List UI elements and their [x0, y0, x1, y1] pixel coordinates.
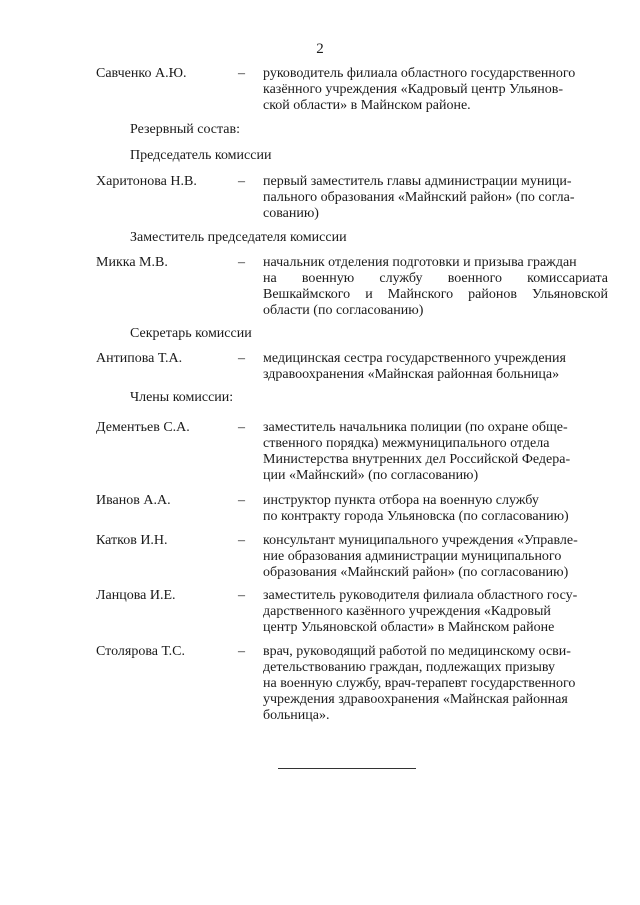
dash-separator: –: [238, 66, 245, 81]
member-role: заместитель начальника полиции (по охране обще- ственного порядка) межмуниципального отдела Министерства внутренних дел Российской Федера- ции «Майнский» (по согласованию): [263, 420, 571, 483]
member-name: Иванов А.А.: [96, 493, 171, 508]
heading-chairman: Председатель комиссии: [130, 148, 272, 163]
heading-deputy: Заместитель председателя комиссии: [130, 230, 347, 245]
heading-reserve: Резервный состав:: [130, 122, 241, 137]
member-name: Савченко А.Ю.: [96, 66, 187, 81]
member-name: Столярова Т.С.: [96, 644, 185, 659]
member-name: Катков И.Н.: [96, 533, 168, 548]
dash-separator: –: [238, 420, 245, 435]
member-name: Дементьев С.А.: [96, 420, 190, 435]
dash-separator: –: [238, 255, 245, 270]
dash-separator: –: [238, 174, 245, 189]
member-role: начальник отделения подготовки и призыва граждан на военную службу военного комиссариата Вешкаймского и Майнского районов Ульяновской области (по согласованию): [263, 255, 608, 318]
member-role: первый заместитель главы администрации муници- пального образования «Майнский район» (по согла- сованию): [263, 174, 575, 221]
dash-separator: –: [238, 644, 245, 659]
member-role: медицинская сестра государственного учреждения здравоохранения «Майнская районная больница»: [263, 351, 566, 382]
heading-members: Члены комиссии:: [130, 390, 234, 405]
dash-separator: –: [238, 588, 245, 603]
member-role: консультант муниципального учреждения «Управле- ние образования администрации муниципального образования «Майнский район» (по согласованию): [263, 533, 578, 580]
dash-separator: –: [238, 493, 245, 508]
page-number: 2: [316, 41, 324, 57]
member-role: руководитель филиала областного государственного казённого учреждения «Кадровый центр Ульянов- ской области» в Майнском районе.: [263, 66, 576, 113]
member-role: заместитель руководителя филиала областного госу- дарственного казённого учреждения «Кадровый центр Ульяновской области» в Майнском районе: [263, 588, 578, 635]
member-name: Харитонова Н.В.: [96, 174, 197, 189]
member-name: Ланцова И.Е.: [96, 588, 176, 603]
dash-separator: –: [238, 533, 245, 548]
member-role: инструктор пункта отбора на военную службу по контракту города Ульяновска (по согласованию): [263, 493, 569, 524]
member-name: Антипова Т.А.: [96, 351, 183, 366]
heading-secretary: Секретарь комиссии: [130, 326, 252, 341]
dash-separator: –: [238, 351, 245, 366]
member-role: врач, руководящий работой по медицинскому осви- детельствованию граждан, подлежащих призыву на военную службу, врач-терапевт государственного учреждения здравоохранения «Майнская районная больница».: [263, 644, 576, 723]
closing-rule: [278, 768, 416, 769]
member-name: Микка М.В.: [96, 255, 168, 270]
